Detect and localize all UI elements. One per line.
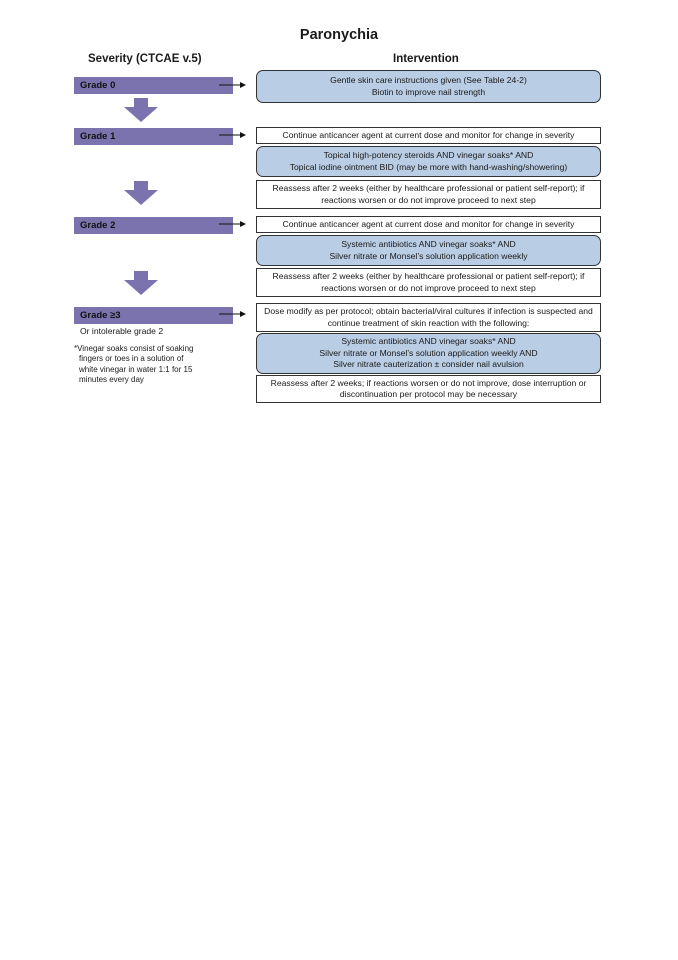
box-line: Dose modify as per protocol; obtain bacterial/viral cultures if infection is suspected and (264, 306, 593, 316)
page-title: Paronychia (299, 27, 379, 43)
footnote-line: minutes every day (79, 374, 144, 384)
box-line: reactions worsen or do not improve proceed to next step (321, 282, 536, 293)
grade-3-bar: Grade ≥3 (74, 307, 233, 324)
grade-1-topical-box (256, 146, 601, 177)
box-line: Reassess after 2 weeks (either by healthcare professional or patient self-report); if (272, 271, 585, 281)
footnote (74, 344, 193, 385)
box-line: Reassess after 2 weeks (either by healthcare professional or patient self-report); if (272, 183, 585, 193)
grade-2-bar: Grade 2 (74, 217, 233, 234)
grade-2-reassess-box (256, 268, 601, 297)
footnote-line: *Vinegar soaks consist of soaking (74, 344, 194, 353)
grade-3-sublabel: Or intolerable grade 2 (80, 326, 164, 336)
box-line: Continue anticancer agent at current dose and monitor for change in severity (282, 129, 575, 140)
box-line: Systemic antibiotics AND vinegar soaks* AND (341, 336, 516, 347)
footnote-line: white vinegar in water 1:1 for 15 (79, 364, 193, 374)
footnote-line: fingers or toes in a solution of (79, 354, 184, 364)
severity-header: Severity (CTCAE v.5) (88, 53, 202, 65)
grade-2-systemic-box (256, 235, 601, 266)
grade-1-bar: Grade 1 (74, 128, 233, 145)
grade-0-bar: Grade 0 (74, 77, 233, 94)
intervention-header: Intervention (393, 53, 459, 65)
grade-2-continue-box (256, 216, 601, 233)
right-arrow-icon (219, 310, 246, 318)
box-line: Continue anticancer agent at current dose and monitor for change in severity (282, 218, 575, 229)
right-arrow-icon (219, 131, 246, 139)
box-line: Silver nitrate or Monsel’s solution application weekly (329, 250, 528, 261)
box-line: Biotin to improve nail strength (371, 86, 486, 97)
grade-3-systemic-box (256, 333, 601, 374)
box-line: Systemic antibiotics AND vinegar soaks* AND (341, 239, 516, 249)
down-arrow-icon (124, 271, 158, 295)
grade-0-skin-care-box (256, 70, 601, 103)
grade-3-dose-modify-box (256, 303, 601, 332)
grade-3-reassess-box (256, 375, 601, 403)
down-arrow-icon (124, 181, 158, 205)
box-line: Silver nitrate cauterization ± consider nail avulsion (333, 359, 524, 370)
box-line: discontinuation per protocol may be necessary (339, 389, 518, 399)
right-arrow-icon (219, 81, 246, 89)
down-arrow-icon (124, 98, 158, 122)
box-line: Topical high-potency steroids AND vinegar soaks* AND (323, 150, 534, 160)
grade-1-continue-box (256, 127, 601, 144)
box-line: Topical iodine ointment BID (may be more with hand-washing/showering) (289, 161, 568, 172)
grade-1-reassess-box (256, 180, 601, 209)
box-line: Gentle skin care instructions given (See Table 24-2) (330, 75, 527, 85)
box-line: Silver nitrate or Monsel’s solution application weekly AND (319, 347, 538, 358)
box-line: reactions worsen or do not improve proceed to next step (321, 194, 536, 205)
box-line: continue treatment of skin reaction with the following: (327, 317, 530, 328)
box-line: Reassess after 2 weeks; if reactions worsen or do not improve, dose interruption or (270, 377, 587, 388)
right-arrow-icon (219, 220, 246, 228)
